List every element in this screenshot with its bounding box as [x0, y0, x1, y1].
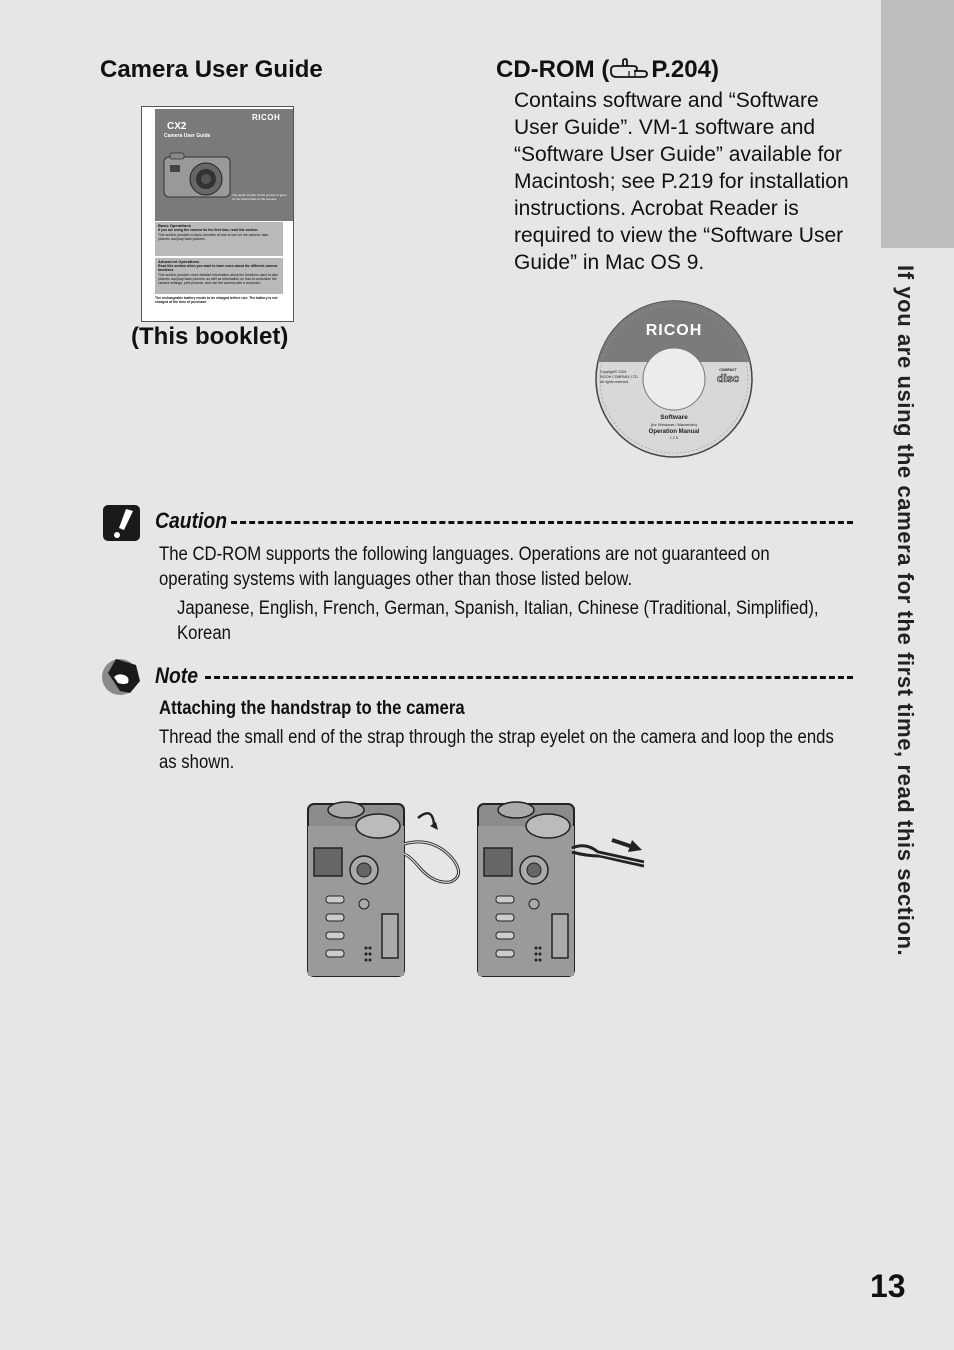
booklet-basic-lead: If you are using the camera for the first time, read this section.: [158, 228, 259, 233]
cdrom-description: Contains software and “Software User Guide”. VM-1 software and “Software User Guide” available for Macintosh; see P.219 for installation instructions. Acrobat Reader is required to view the “Software User Guide” in Mac OS 9.: [514, 89, 849, 274]
booklet-advanced-box: [155, 258, 283, 294]
booklet-basic-title: Basic Operations: [158, 223, 191, 228]
booklet-camera-image: [162, 151, 232, 199]
booklet-model: CX2: [167, 121, 187, 132]
cd-label-platform: (for Windows / Macintosh): [650, 422, 698, 427]
caution-languages: Japanese, English, French, German, Spanish, Italian, Chinese (Traditional, Simplified), Korean: [177, 598, 819, 644]
cd-compact-label: COMPACT: [719, 368, 737, 372]
cd-copyright: Copyright© 2009 RICOH COMPANY, LTD. All rights reserved.: [600, 370, 639, 384]
booklet-cover: [141, 106, 294, 322]
note-text: Thread the small end of the strap through the strap eyelet on the camera and loop the ends as shown.: [159, 727, 834, 773]
sidebar-vertical-text: If you are using the camera for the first time, read this section.: [893, 265, 918, 957]
cd-disc-logo: disc: [716, 373, 740, 385]
handstrap-step2-image: [476, 796, 648, 980]
note-subtitle: Attaching the handstrap to the camera: [159, 698, 465, 719]
booklet-adv-lead: Read this section when you want to learn more about the different camera functions.: [158, 264, 278, 273]
note-divider: [205, 676, 853, 679]
handstrap-step1-image: [306, 796, 466, 980]
booklet-brand: RICOH: [252, 113, 281, 122]
booklet-adv-title: Advanced Operations: [158, 259, 200, 264]
pointing-hand-icon: [609, 58, 651, 80]
cd-label-manual: Operation Manual: [648, 429, 700, 435]
booklet-serial-note: The serial number of this product is given on the bottom face of the camera.: [232, 193, 287, 201]
caution-divider: [231, 521, 853, 524]
cd-brand: RICOH: [645, 322, 703, 339]
note-label: Note: [155, 663, 199, 688]
camera-user-guide-title: Camera User Guide: [100, 56, 323, 83]
booklet-adv-text: This section provides more detailed information about the functions used to take pictures and play back pictures, as well as information on how to customize the camera settings, print pictures, and use the camera with a computer.: [158, 272, 279, 286]
note-icon: [100, 655, 144, 697]
booklet-basic-box: [155, 222, 283, 256]
cdrom-title-prefix: CD-ROM (: [496, 56, 610, 83]
booklet-battery-note: The rechargeable battery needs to be charged before use. The battery is not charged at the time of purchase.: [155, 296, 278, 305]
caution-icon: [102, 504, 142, 542]
caution-label: Caution: [155, 508, 228, 533]
sidebar-tab: [881, 0, 954, 248]
cdrom-title: [496, 56, 719, 84]
cd-label-version: 1.2 S: [669, 436, 679, 440]
booklet-basic-text: This section provides a basic overview of how to turn on the camera, take pictures and play back pictures.: [158, 232, 269, 242]
page-number: 13: [870, 1268, 906, 1304]
cd-label-software: Software: [660, 414, 688, 421]
booklet-subtitle: Camera User Guide: [164, 133, 211, 139]
cdrom-title-ref: P.204): [651, 56, 719, 83]
booklet-caption: (This booklet): [131, 323, 289, 350]
caution-text: The CD-ROM supports the following languages. Operations are not guaranteed on operating systems with languages other than those listed below.: [159, 544, 770, 590]
cdrom-disc-image: [594, 298, 754, 460]
